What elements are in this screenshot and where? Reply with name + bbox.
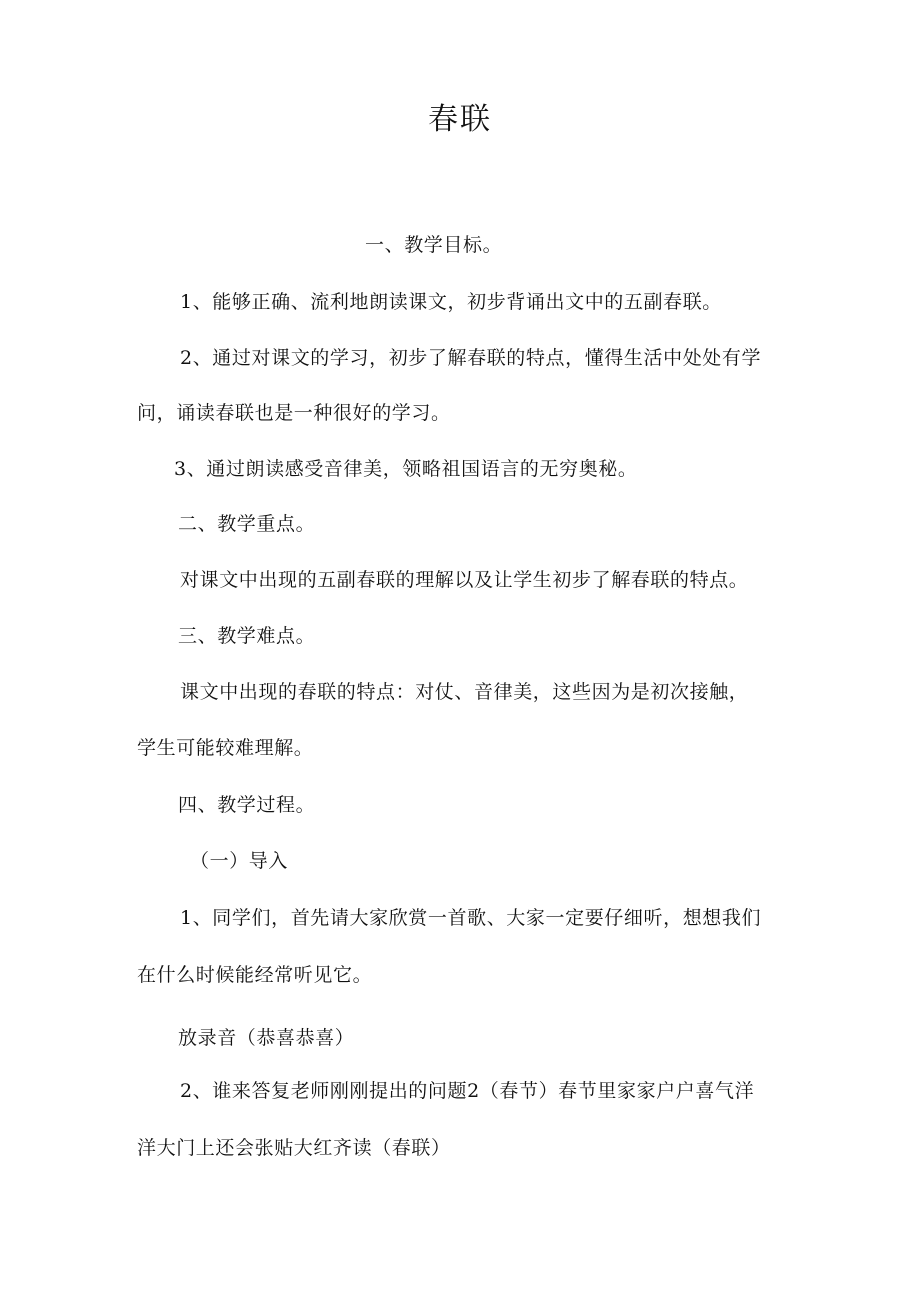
document-title: 春联	[428, 102, 492, 137]
paragraph-line: 2、通过对课文的学习，初步了解春联的特点，懂得生活中处处有学	[180, 347, 762, 369]
paragraph-line: 对课文中出现的五副春联的理解以及让学生初步了解春联的特点。	[180, 569, 749, 591]
paragraph-line: 放录音（恭喜恭喜）	[178, 1027, 355, 1049]
section-heading-objectives: 一、教学目标。	[365, 234, 503, 256]
paragraph-line: 2、谁来答复老师刚刚提出的问题2（春节）春节里家家户户喜气洋	[180, 1080, 755, 1102]
paragraph-line: 1、同学们，首先请大家欣赏一首歌、大家一定要仔细听，想想我们	[180, 907, 762, 929]
paragraph-line: 洋大门上还会张贴大红齐读（春联）	[137, 1137, 451, 1159]
paragraph-line: 3、通过朗读感受音律美，领略祖国语言的无穷奥秘。	[174, 458, 638, 480]
section-heading-key-points: 二、教学重点。	[178, 513, 316, 535]
paragraph-line: 1、能够正确、流利地朗读课文，初步背诵出文中的五副春联。	[180, 291, 722, 313]
section-heading-difficulties: 三、教学难点。	[178, 625, 316, 647]
paragraph-line: 学生可能较难理解。	[137, 737, 314, 759]
paragraph-line: 课文中出现的春联的特点：对仗、音律美，这些因为是初次接触，	[180, 681, 749, 703]
section-heading-process: 四、教学过程。	[178, 794, 316, 816]
paragraph-line: 在什么时候能经常听见它。	[137, 964, 373, 986]
paragraph-line: 问，诵读春联也是一种很好的学习。	[137, 402, 451, 424]
subsection-heading-intro: （一）导入	[190, 850, 289, 872]
